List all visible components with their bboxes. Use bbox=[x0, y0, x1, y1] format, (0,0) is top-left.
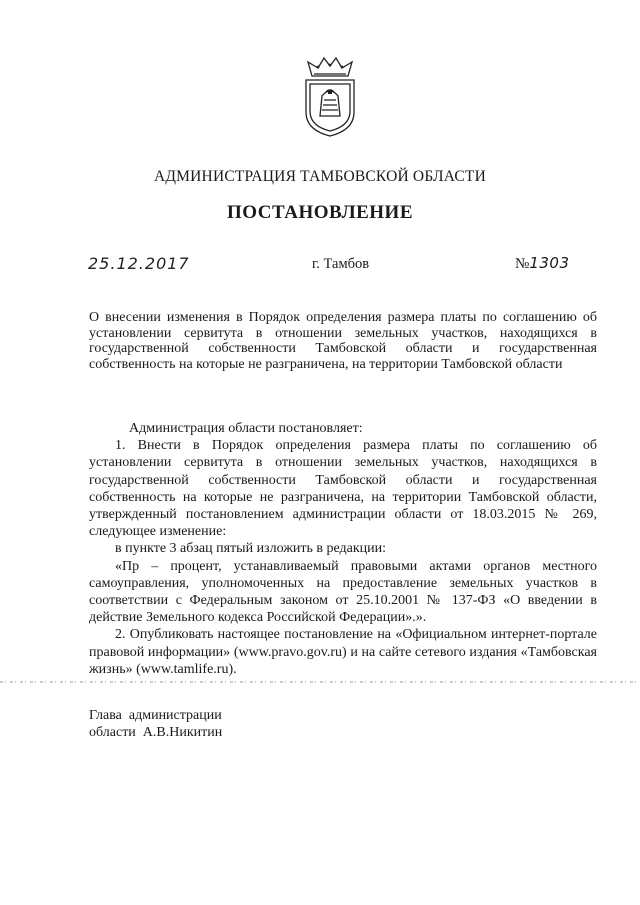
scan-divider bbox=[0, 681, 640, 683]
number-value: 1303 bbox=[529, 254, 570, 272]
document-subject: О внесении изменения в Порядок определения размера платы по соглашению об установлении сервитута в отношении земельных участков, находящихся в государственной собственности Тамбовской области и государственная собственность на которые не разграничена, на территории Тамбовской области bbox=[89, 310, 597, 372]
body-paragraph: 1. Внести в Порядок определения размера платы по соглашению об установлении сервитута в отношении земельных участков, находящихся в государственной собственности Тамбовской области и государственная собственность на которые не разграничена, на территории Тамбовской области, утвержденный постановлением администрации области от 18.03.2015 № 269, следующее изменение: bbox=[89, 438, 597, 540]
document-type-title: ПОСТАНОВЛЕНИЕ bbox=[226, 202, 414, 223]
document-body bbox=[89, 420, 597, 678]
number-sign: № bbox=[515, 256, 530, 272]
body-paragraph: в пункте 3 абзац пятый изложить в редакции: bbox=[115, 541, 387, 557]
document-city: г. Тамбов bbox=[312, 256, 370, 272]
body-paragraph: Администрация области постановляет: bbox=[129, 421, 363, 436]
signer-title: Глава администрации bbox=[89, 708, 222, 723]
body-paragraph: «Пр – процент, устанавливаемый правовыми актами органов местного самоуправления, уполномоченных на предоставление земельных участков в соответствии с Федеральным законом от 25.10.2001 № 137-ФЗ «О введении в действие Земельного кодекса Российской Федерации».». bbox=[89, 558, 597, 626]
signature-block bbox=[89, 707, 222, 741]
document-date: 25.12.2017 bbox=[88, 254, 190, 273]
coat-of-arms-icon bbox=[298, 50, 362, 138]
document-number bbox=[515, 254, 570, 273]
signer-name: области А.В.Никитин bbox=[89, 725, 223, 740]
organization-title: АДМИНИСТРАЦИЯ ТАМБОВСКОЙ ОБЛАСТИ bbox=[154, 168, 486, 185]
body-paragraph: 2. Опубликовать настоящее постановление на «Официальном интернет-портале правовой информации» (www.pravo.gov.ru) и на сайте сетевого издания «Тамбовская жизнь» (www.tamlife.ru). bbox=[89, 627, 597, 677]
